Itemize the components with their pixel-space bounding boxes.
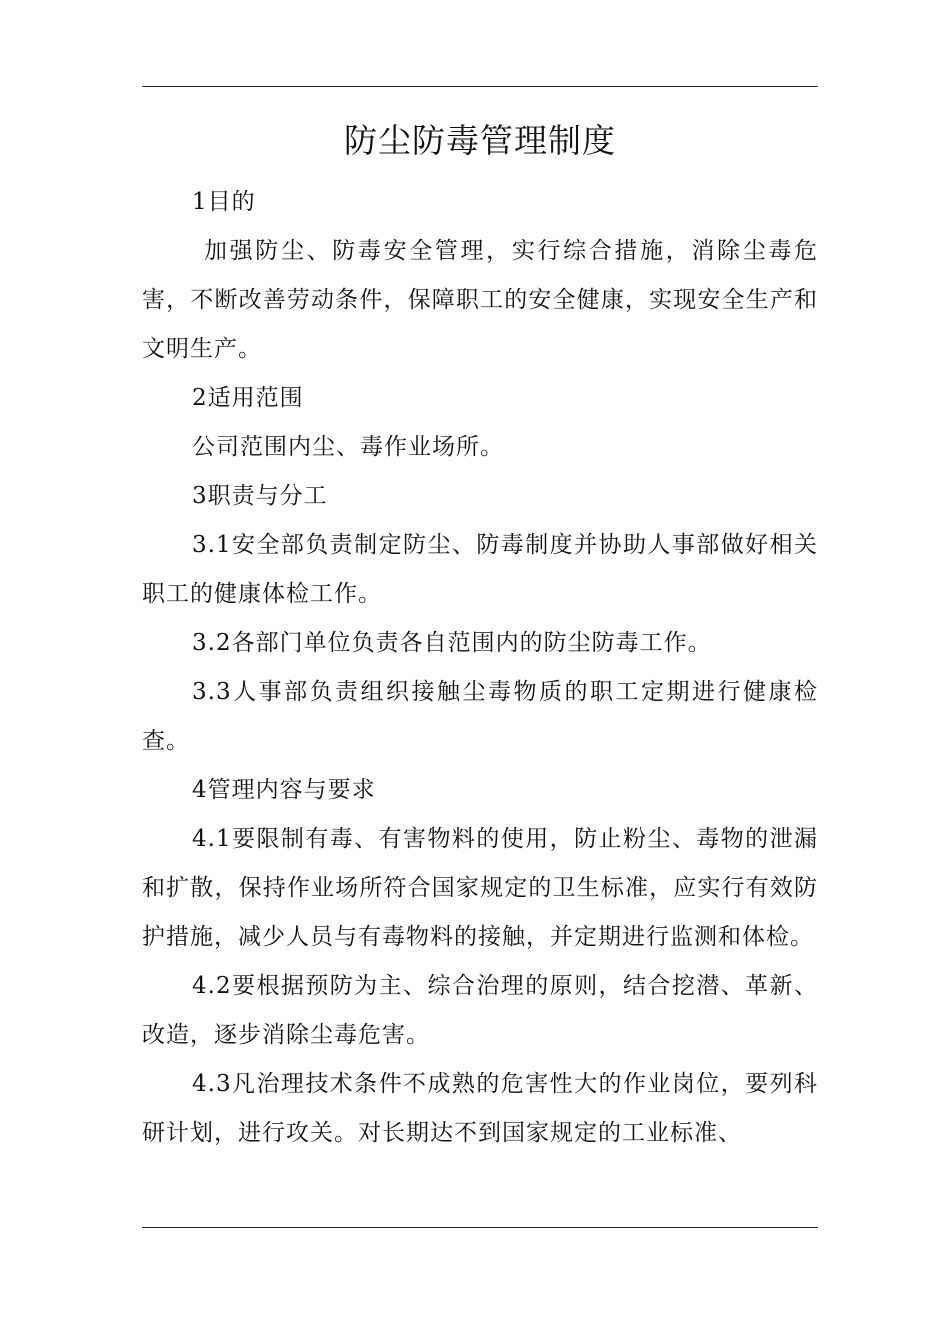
paragraph-4-1: 4.1要限制有毒、有害物料的使用，防止粉尘、毒物的泄漏和扩散，保持作业场所符合国家规定的卫生标准，应实行有效防护措施，减少人员与有毒物料的接触，并定期进行监测和体检。 bbox=[142, 826, 818, 950]
paragraph-4-2: 4.2要根据预防为主、综合治理的原则，结合挖潜、革新、改造，逐步消除尘毒危害。 bbox=[142, 973, 818, 1048]
section-heading-responsibilities: 3职责与分工 bbox=[192, 483, 328, 509]
section-heading-scope: 2适用范围 bbox=[192, 385, 304, 411]
paragraph-3-2: 3.2各部门单位负责各自范围内的防尘防毒工作。 bbox=[192, 630, 712, 656]
section-heading-requirements: 4管理内容与要求 bbox=[192, 777, 376, 803]
paragraph-3-3: 3.3人事部负责组织接触尘毒物质的职工定期进行健康检查。 bbox=[142, 679, 818, 754]
document-title: 防尘防毒管理制度 bbox=[344, 121, 616, 160]
section-heading-purpose: 1目的 bbox=[192, 189, 256, 215]
header-rule bbox=[142, 86, 818, 87]
paragraph-purpose: 加强防尘、防毒安全管理，实行综合措施，消除尘毒危害，不断改善劳动条件，保障职工的安全健康，实现安全生产和文明生产。 bbox=[142, 238, 818, 362]
paragraph-scope: 公司范围内尘、毒作业场所。 bbox=[192, 434, 504, 460]
footer-rule bbox=[142, 1227, 818, 1228]
document-body bbox=[142, 178, 818, 1158]
paragraph-3-1: 3.1安全部负责制定防尘、防毒制度并协助人事部做好相关职工的健康体检工作。 bbox=[142, 532, 818, 607]
paragraph-4-3: 4.3凡治理技术条件不成熟的危害性大的作业岗位，要列科研计划，进行攻关。对长期达不到国家规定的工业标准、 bbox=[142, 1071, 818, 1146]
